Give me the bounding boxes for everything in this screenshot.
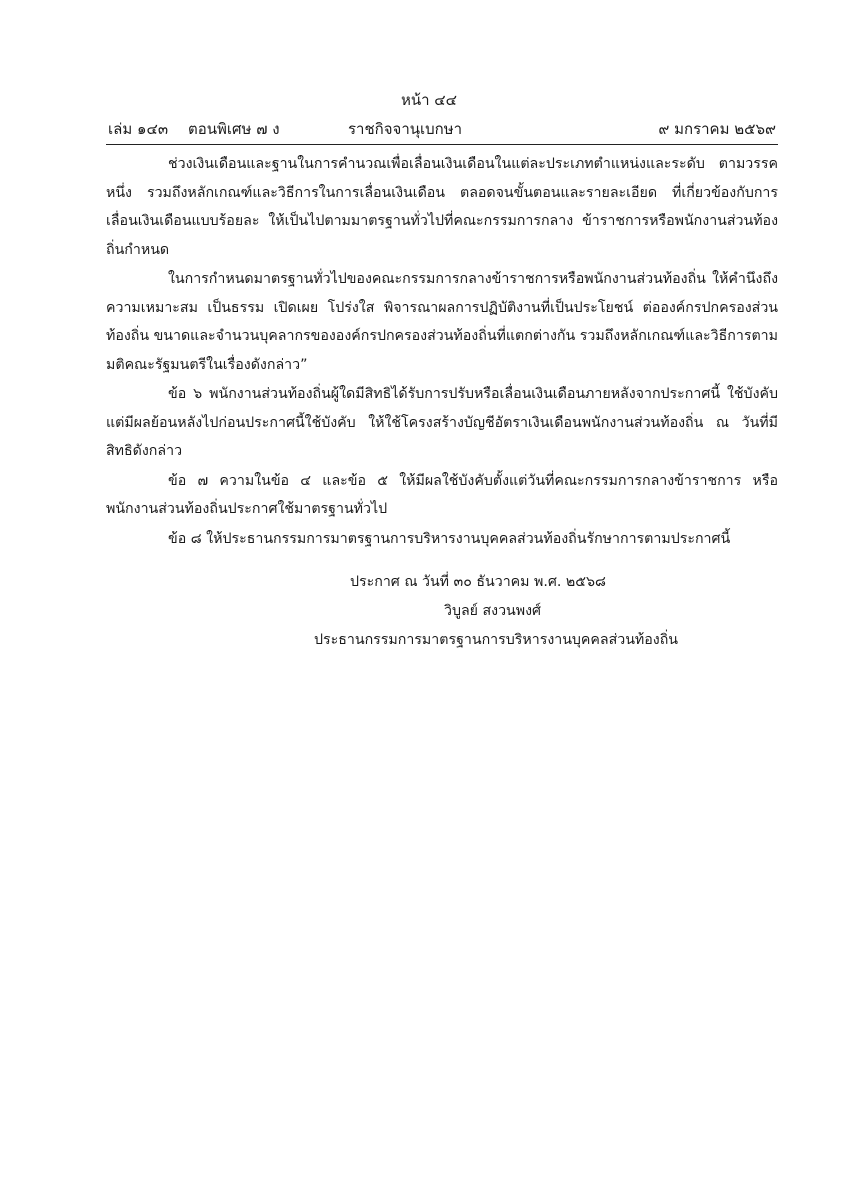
paragraph-standards: ในการกำหนดมาตรฐานทั่วไปของคณะกรรมการกลางข้าราชการหรือพนักงานส่วนท้องถิ่น ให้คำนึงถึงความเหมาะสม เป็นธรรม เปิดเผย โปร่งใส พิจารณาผลการปฏิบัติงานที่เป็นประโยชน์ ต่อองค์กรปกครองส่วนท้องถิ่น ขนาดและจำนวนบุคลากรขององค์กรปกครองส่วนท้องถิ่นที่แตกต่างกัน รวมถึงหลักเกณฑ์และวิธีการตามมติคณะรัฐมนตรีในเรื่องดังกล่าว” [106, 271, 778, 373]
announcement-date: ประกาศ ณ วันที่ ๓๐ ธันวาคม พ.ศ. ๒๕๖๘ [350, 574, 606, 590]
header-divider [106, 144, 778, 145]
issue-number: ตอนพิเศษ ๗ ง [188, 120, 280, 138]
paragraph-clause-7: ข้อ ๗ ความในข้อ ๔ และข้อ ๕ ให้มีผลใช้บังคับตั้งแต่วันที่คณะกรรมการกลางข้าราชการ หรือพนักงานส่วนท้องถิ่นประกาศใช้มาตรฐานทั่วไป [106, 472, 778, 517]
signatory-title: ประธานกรรมการมาตรฐานการบริหารงานบุคคลส่วนท้องถิ่น [314, 632, 679, 648]
volume-number: เล่ม ๑๔๓ [108, 120, 169, 138]
signatory-name: วิบูลย์ สงวนพงศ์ [444, 603, 542, 619]
page-number: หน้า ๔๔ [400, 91, 458, 109]
paragraph-clause-8: ข้อ ๘ ให้ประธานกรรมการมาตรฐานการบริหารงานบุคคลส่วนท้องถิ่นรักษาการตามประกาศนี้ [168, 530, 731, 547]
gazette-header [108, 117, 776, 139]
gazette-name: ราชกิจจานุเบกษา [348, 120, 463, 138]
document-body [106, 150, 778, 554]
signature-block [106, 568, 778, 655]
paragraph-salary-range: ช่วงเงินเดือนและฐานในการคำนวณเพื่อเลื่อนเงินเดือนในแต่ละประเภทตำแหน่งและระดับ ตามวรรคหนึ่ง รวมถึงหลักเกณฑ์และวิธีการในการเลื่อนเงินเดือน ตลอดจนขั้นตอนและรายละเอียด ที่เกี่ยวข้องกับการเลื่อนเงินเดือนแบบร้อยละ ให้เป็นไปตามมาตรฐานทั่วไปที่คณะกรรมการกลาง ข้าราชการหรือพนักงานส่วนท้องถิ่นกำหนด [106, 156, 778, 258]
paragraph-clause-6: ข้อ ๖ พนักงานส่วนท้องถิ่นผู้ใดมีสิทธิได้รับการปรับหรือเลื่อนเงินเดือนภายหลังจากประกาศนี้ ใช้บังคับ แต่มีผลย้อนหลังไปก่อนประกาศนี้ใช้บังคับ ให้ใช้โครงสร้างบัญชีอัตราเงินเดือนพนักงานส่วนท้องถิ่น ณ วันที่มีสิทธิดังกล่าว [106, 386, 778, 459]
publication-date: ๙ มกราคม ๒๕๖๙ [658, 120, 776, 138]
